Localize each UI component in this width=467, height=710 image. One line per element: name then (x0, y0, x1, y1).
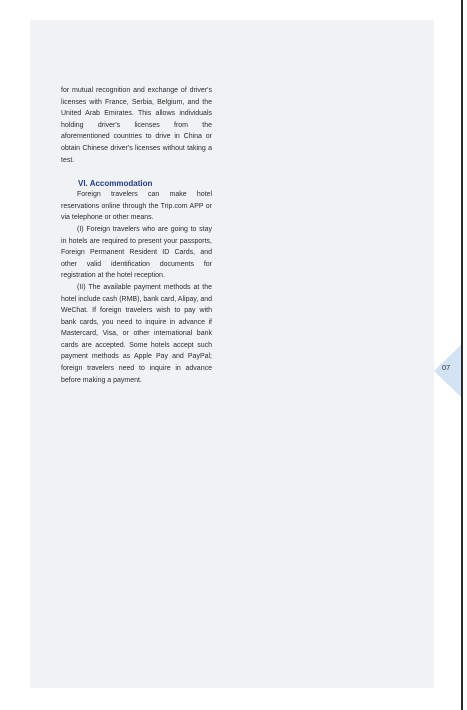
section-heading: VI. Accommodation (78, 179, 153, 189)
paragraph-1: Foreign travelers can make hotel reservations online through the Trip.com APP or via telephone or other means. (61, 191, 212, 222)
paragraph-3: (II) The available payment methods at the hotel include cash (RMB), bank card, Alipay, and WeChat. If foreign travelers wish to pay with bank cards, you need to inquire in advance if Mastercard, Visa, or other international bank cards are accepted. Some hotels accept such payment methods as Apple Pay and PayPal; foreign travelers need to inquire in advance before making a payment. (61, 283, 212, 384)
right-edge-rule (461, 0, 463, 710)
page-number: 07 (442, 363, 451, 372)
paragraph-2: (I) Foreign travelers who are going to stay in hotels are required to present your passports, Foreign Permanent Resident ID Cards, and other valid identification documents for registration at the hotel reception. (61, 225, 212, 280)
intro-paragraph: for mutual recognition and exchange of driver's licenses with France, Serbia, Belgium, and the United Arab Emirates. This allows individuals holding driver's licenses from the aforementioned countries to drive in China or obtain Chinese driver's licenses without taking a test. (61, 87, 212, 164)
text-column (61, 85, 212, 386)
